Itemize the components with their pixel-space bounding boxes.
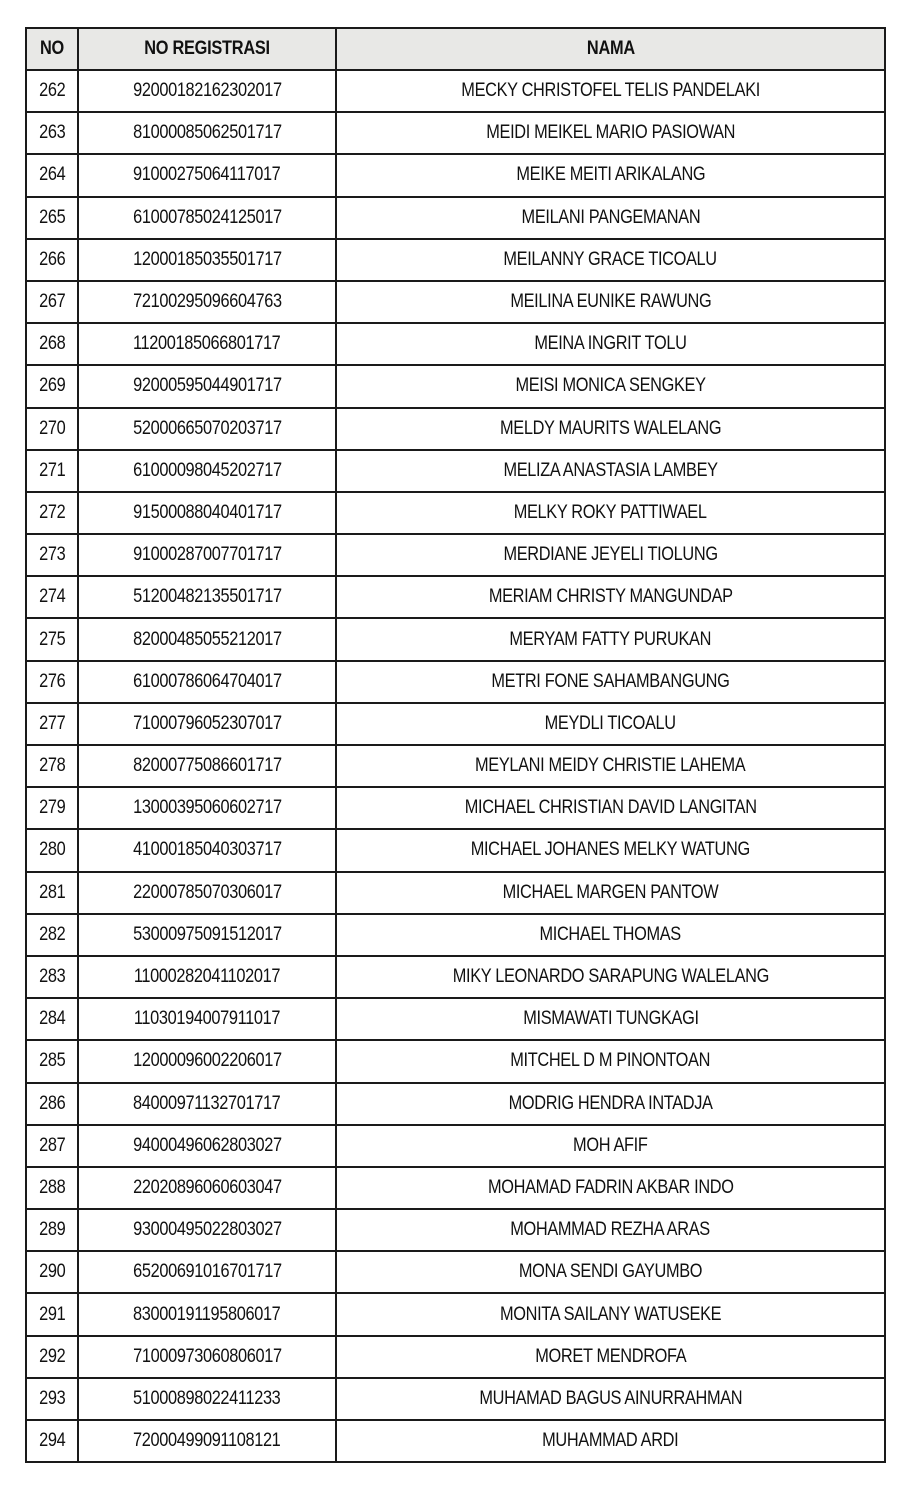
row-nama-cell xyxy=(336,70,885,112)
row-nama: MIKY LEONARDO SARAPUNG WALELANG xyxy=(452,966,769,988)
row-no-registrasi: 84000971132701717 xyxy=(133,1092,281,1114)
row-no-cell xyxy=(26,1293,78,1335)
row-no-registrasi: 91500088040401717 xyxy=(132,501,282,523)
row-no: 281 xyxy=(38,881,66,903)
row-no: 284 xyxy=(38,1008,66,1030)
row-no-registrasi-cell xyxy=(78,408,336,450)
row-no-cell xyxy=(26,239,78,281)
row-no-cell xyxy=(26,1378,78,1420)
row-nama: METRI FONE SAHAMBANGUNG xyxy=(491,670,730,692)
row-nama-cell xyxy=(336,1420,885,1462)
row-nama-cell xyxy=(336,197,885,239)
row-no: 267 xyxy=(38,291,66,313)
row-nama-cell xyxy=(336,1336,885,1378)
row-no-registrasi-cell xyxy=(78,1125,336,1167)
row-nama: MELKY ROKY PATTIWAEL xyxy=(514,501,707,523)
row-no-registrasi: 61000786064704017 xyxy=(132,670,282,692)
row-no-registrasi: 94000496062803027 xyxy=(132,1134,282,1156)
row-no: 270 xyxy=(38,417,66,439)
table-row xyxy=(26,703,885,745)
row-nama-cell xyxy=(336,1040,885,1082)
row-no-cell xyxy=(26,1167,78,1209)
row-no: 269 xyxy=(38,375,66,397)
row-no-registrasi: 51200482135501717 xyxy=(132,586,282,608)
row-nama-cell xyxy=(336,450,885,492)
table-row xyxy=(26,618,885,660)
row-nama: MECKY CHRISTOFEL TELIS PANDELAKI xyxy=(461,80,760,102)
row-nama-cell xyxy=(336,745,885,787)
table-row xyxy=(26,1125,885,1167)
row-no: 283 xyxy=(38,966,66,988)
row-no-registrasi-cell xyxy=(78,1378,336,1420)
table-row xyxy=(26,956,885,998)
row-no-registrasi: 92000182162302017 xyxy=(132,80,282,102)
row-no: 279 xyxy=(38,797,66,819)
row-no-registrasi: 93000495022803027 xyxy=(132,1219,282,1241)
row-no-cell xyxy=(26,323,78,365)
table-body xyxy=(26,70,885,1462)
row-nama-cell xyxy=(336,1125,885,1167)
row-nama: MERYAM FATTY PURUKAN xyxy=(509,628,712,650)
row-no: 280 xyxy=(38,839,66,861)
registration-sheet xyxy=(25,27,884,1463)
row-nama: MERIAM CHRISTY MANGUNDAP xyxy=(488,586,733,608)
row-no: 274 xyxy=(38,586,66,608)
row-nama: MUHAMMAD ARDI xyxy=(542,1430,679,1452)
row-no-registrasi-cell xyxy=(78,154,336,196)
table-row xyxy=(26,323,885,365)
row-no-registrasi: 72000499091108121 xyxy=(133,1430,281,1452)
table-row xyxy=(26,197,885,239)
row-no-registrasi: 81000085062501717 xyxy=(132,122,282,144)
table-row xyxy=(26,365,885,407)
row-no-cell xyxy=(26,534,78,576)
row-no-cell xyxy=(26,450,78,492)
header-no xyxy=(26,28,78,70)
row-nama-cell xyxy=(336,365,885,407)
table-row xyxy=(26,661,885,703)
row-nama-cell xyxy=(336,661,885,703)
row-nama: MUHAMAD BAGUS AINURRAHMAN xyxy=(479,1387,742,1409)
row-no: 282 xyxy=(38,923,66,945)
row-nama: MEIDI MEIKEL MARIO PASIOWAN xyxy=(486,122,735,144)
row-no-registrasi-cell xyxy=(78,450,336,492)
row-no-registrasi: 11000282041102017 xyxy=(133,966,281,988)
row-no-registrasi-cell xyxy=(78,661,336,703)
header-no-registrasi xyxy=(78,28,336,70)
row-no-cell xyxy=(26,787,78,829)
row-no: 286 xyxy=(38,1092,66,1114)
table-row xyxy=(26,492,885,534)
row-no-registrasi: 12000185035501717 xyxy=(132,248,282,270)
row-no-registrasi: 82000775086601717 xyxy=(132,755,282,777)
row-nama: MELIZA ANASTASIA LAMBEY xyxy=(503,459,718,481)
table-row xyxy=(26,1378,885,1420)
row-no-registrasi-cell xyxy=(78,281,336,323)
row-nama-cell xyxy=(336,154,885,196)
row-no-cell xyxy=(26,112,78,154)
row-no-registrasi: 91000275064117017 xyxy=(133,164,281,186)
row-no-registrasi: 11030194007911017 xyxy=(133,1008,281,1030)
row-no: 293 xyxy=(38,1387,66,1409)
table-row xyxy=(26,998,885,1040)
row-nama: MERDIANE JEYELI TIOLUNG xyxy=(503,544,718,566)
header-no-registrasi-label: NO REGISTRASI xyxy=(144,38,270,59)
row-no-cell xyxy=(26,1083,78,1125)
row-no: 289 xyxy=(38,1219,66,1241)
table-row xyxy=(26,1040,885,1082)
row-nama: MICHAEL MARGEN PANTOW xyxy=(502,881,719,903)
row-no: 262 xyxy=(38,80,66,102)
row-no-registrasi: 72100295096604763 xyxy=(132,291,282,313)
row-no-registrasi-cell xyxy=(78,1040,336,1082)
row-no-cell xyxy=(26,661,78,703)
row-no: 268 xyxy=(38,333,66,355)
table-row xyxy=(26,70,885,112)
row-no-registrasi-cell xyxy=(78,787,336,829)
table-row xyxy=(26,872,885,914)
row-no-registrasi-cell xyxy=(78,914,336,956)
table-row xyxy=(26,112,885,154)
row-no: 291 xyxy=(38,1303,66,1325)
row-no-cell xyxy=(26,281,78,323)
row-nama: MODRIG HENDRA INTADJA xyxy=(508,1092,713,1114)
row-no-cell xyxy=(26,365,78,407)
row-nama: MEYLANI MEIDY CHRISTIE LAHEMA xyxy=(475,755,746,777)
row-nama-cell xyxy=(336,239,885,281)
row-nama-cell xyxy=(336,1251,885,1293)
row-nama: MOH AFIF xyxy=(573,1134,648,1156)
row-no: 263 xyxy=(38,122,66,144)
row-nama-cell xyxy=(336,914,885,956)
row-no-cell xyxy=(26,576,78,618)
row-nama-cell xyxy=(336,998,885,1040)
row-no-cell xyxy=(26,1040,78,1082)
row-nama: MOHAMMAD REZHA ARAS xyxy=(510,1219,711,1241)
table-row xyxy=(26,1167,885,1209)
row-no-registrasi-cell xyxy=(78,1336,336,1378)
table-row xyxy=(26,1251,885,1293)
row-nama: MORET MENDROFA xyxy=(534,1345,687,1367)
row-no-cell xyxy=(26,154,78,196)
row-no-cell xyxy=(26,829,78,871)
row-no-registrasi: 52000665070203717 xyxy=(132,417,282,439)
row-no-registrasi-cell xyxy=(78,829,336,871)
row-no: 265 xyxy=(38,206,66,228)
table-row xyxy=(26,154,885,196)
row-no: 277 xyxy=(38,712,66,734)
row-nama-cell xyxy=(336,703,885,745)
row-nama-cell xyxy=(336,618,885,660)
row-no: 294 xyxy=(38,1430,66,1452)
table-row xyxy=(26,1336,885,1378)
row-no-registrasi: 82000485055212017 xyxy=(132,628,282,650)
row-nama: MOHAMAD FADRIN AKBAR INDO xyxy=(487,1176,734,1198)
row-nama: MONITA SAILANY WATUSEKE xyxy=(499,1303,722,1325)
row-nama-cell xyxy=(336,408,885,450)
row-no-registrasi: 71000973060806017 xyxy=(132,1345,282,1367)
row-no-cell xyxy=(26,956,78,998)
row-nama: MEIKE MEITI ARIKALANG xyxy=(516,164,705,186)
row-no-cell xyxy=(26,745,78,787)
row-no-registrasi-cell xyxy=(78,1209,336,1251)
row-no-registrasi-cell xyxy=(78,703,336,745)
row-no-registrasi-cell xyxy=(78,956,336,998)
row-no-registrasi: 61000098045202717 xyxy=(132,459,282,481)
row-no-cell xyxy=(26,872,78,914)
row-nama: MICHAEL CHRISTIAN DAVID LANGITAN xyxy=(464,797,757,819)
header-row xyxy=(26,28,885,70)
row-no: 276 xyxy=(38,670,66,692)
row-no: 292 xyxy=(38,1345,66,1367)
row-nama: MEILINA EUNIKE RAWUNG xyxy=(510,291,711,313)
row-no-registrasi: 22000785070306017 xyxy=(132,881,282,903)
header-nama xyxy=(336,28,885,70)
header-nama-label: NAMA xyxy=(586,38,635,59)
row-no-cell xyxy=(26,1209,78,1251)
row-nama: MEILANI PANGEMANAN xyxy=(521,206,700,228)
row-nama-cell xyxy=(336,112,885,154)
row-nama: MEILANNY GRACE TICOALU xyxy=(503,248,718,270)
row-no: 290 xyxy=(38,1261,66,1283)
row-no-registrasi-cell xyxy=(78,534,336,576)
row-no-registrasi-cell xyxy=(78,618,336,660)
row-no-registrasi-cell xyxy=(78,365,336,407)
row-nama: MEISI MONICA SENGKEY xyxy=(515,375,706,397)
table-row xyxy=(26,281,885,323)
row-no-registrasi: 22020896060603047 xyxy=(132,1176,282,1198)
row-nama-cell xyxy=(336,281,885,323)
row-no: 285 xyxy=(38,1050,66,1072)
row-no-registrasi: 71000796052307017 xyxy=(132,712,282,734)
row-nama-cell xyxy=(336,576,885,618)
table-row xyxy=(26,1420,885,1462)
row-nama-cell xyxy=(336,1209,885,1251)
row-no-registrasi: 83000191195806017 xyxy=(133,1303,281,1325)
row-no-registrasi-cell xyxy=(78,492,336,534)
row-no-registrasi-cell xyxy=(78,239,336,281)
row-nama-cell xyxy=(336,323,885,365)
row-no: 273 xyxy=(38,544,66,566)
row-nama: MONA SENDI GAYUMBO xyxy=(518,1261,703,1283)
table-row xyxy=(26,576,885,618)
row-no-cell xyxy=(26,1251,78,1293)
row-no-cell xyxy=(26,998,78,1040)
row-no: 278 xyxy=(38,755,66,777)
row-no-registrasi-cell xyxy=(78,1420,336,1462)
row-no-registrasi: 11200185066801717 xyxy=(133,333,281,355)
row-no-registrasi: 51000898022411233 xyxy=(133,1387,281,1409)
row-no-registrasi: 92000595044901717 xyxy=(132,375,282,397)
table-row xyxy=(26,914,885,956)
row-no-registrasi: 91000287007701717 xyxy=(132,544,282,566)
row-no-cell xyxy=(26,197,78,239)
row-no-registrasi-cell xyxy=(78,112,336,154)
row-no-registrasi-cell xyxy=(78,1083,336,1125)
row-no: 272 xyxy=(38,501,66,523)
row-nama-cell xyxy=(336,787,885,829)
row-nama-cell xyxy=(336,872,885,914)
table-row xyxy=(26,1083,885,1125)
row-no-registrasi: 65200691016701717 xyxy=(132,1261,282,1283)
row-no-registrasi-cell xyxy=(78,197,336,239)
table-row xyxy=(26,1293,885,1335)
row-nama: MICHAEL THOMAS xyxy=(539,923,682,945)
table-row xyxy=(26,408,885,450)
row-no-registrasi: 12000096002206017 xyxy=(132,1050,282,1072)
row-no: 266 xyxy=(38,248,66,270)
row-no-cell xyxy=(26,618,78,660)
row-no-registrasi-cell xyxy=(78,576,336,618)
row-no-registrasi-cell xyxy=(78,998,336,1040)
row-no-registrasi-cell xyxy=(78,1293,336,1335)
row-no-registrasi-cell xyxy=(78,745,336,787)
row-no-registrasi: 13000395060602717 xyxy=(132,797,282,819)
table-row xyxy=(26,534,885,576)
row-nama-cell xyxy=(336,829,885,871)
row-no-registrasi: 61000785024125017 xyxy=(132,206,282,228)
row-no-registrasi-cell xyxy=(78,1251,336,1293)
table-row xyxy=(26,745,885,787)
row-nama: MISMAWATI TUNGKAGI xyxy=(522,1008,699,1030)
registration-table xyxy=(25,27,886,1463)
table-header xyxy=(26,28,885,70)
row-nama-cell xyxy=(336,1167,885,1209)
row-no-cell xyxy=(26,914,78,956)
row-no: 287 xyxy=(38,1134,66,1156)
row-nama-cell xyxy=(336,534,885,576)
row-nama-cell xyxy=(336,1378,885,1420)
row-no-registrasi-cell xyxy=(78,872,336,914)
row-no-cell xyxy=(26,492,78,534)
row-no: 264 xyxy=(38,164,66,186)
row-no: 271 xyxy=(38,459,66,481)
header-no-label: NO xyxy=(40,38,64,59)
table-row xyxy=(26,450,885,492)
row-nama: MEINA INGRIT TOLU xyxy=(534,333,687,355)
row-nama: MICHAEL JOHANES MELKY WATUNG xyxy=(470,839,751,861)
row-nama: MELDY MAURITS WALELANG xyxy=(499,417,722,439)
row-no-registrasi-cell xyxy=(78,323,336,365)
table-row xyxy=(26,829,885,871)
row-nama-cell xyxy=(336,956,885,998)
row-no-registrasi: 53000975091512017 xyxy=(132,923,282,945)
row-no: 275 xyxy=(38,628,66,650)
row-no-cell xyxy=(26,1336,78,1378)
row-no-cell xyxy=(26,70,78,112)
row-nama-cell xyxy=(336,1083,885,1125)
table-row xyxy=(26,239,885,281)
row-nama: MITCHEL D M PINONTOAN xyxy=(510,1050,711,1072)
row-no-cell xyxy=(26,703,78,745)
table-row xyxy=(26,1209,885,1251)
row-nama-cell xyxy=(336,492,885,534)
table-row xyxy=(26,787,885,829)
row-no-cell xyxy=(26,1125,78,1167)
row-no-cell xyxy=(26,408,78,450)
row-no-cell xyxy=(26,1420,78,1462)
row-no-registrasi: 41000185040303717 xyxy=(132,839,282,861)
row-nama: MEYDLI TICOALU xyxy=(544,712,677,734)
row-no-registrasi-cell xyxy=(78,70,336,112)
row-nama-cell xyxy=(336,1293,885,1335)
row-no: 288 xyxy=(38,1176,66,1198)
row-no-registrasi-cell xyxy=(78,1167,336,1209)
